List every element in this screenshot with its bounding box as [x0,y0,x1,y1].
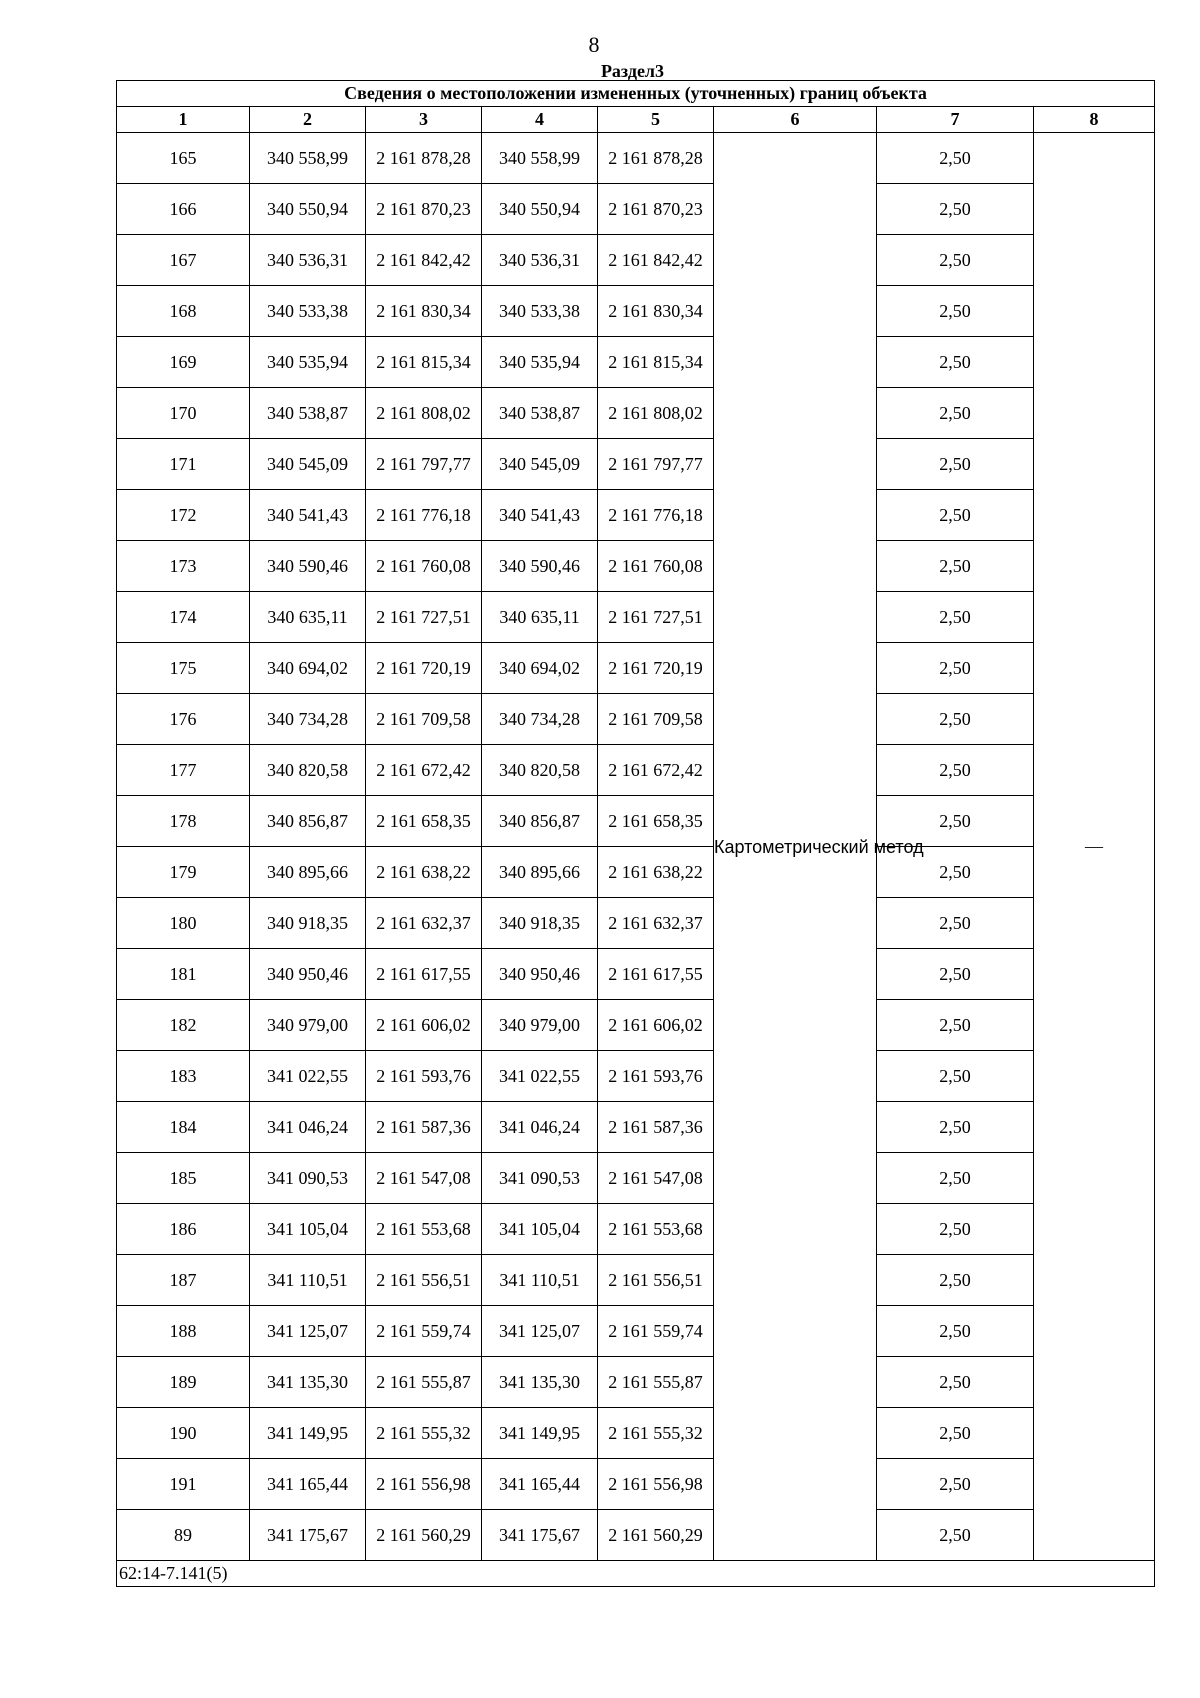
x-old-cell: 341 110,51 [250,1255,366,1306]
y-new-cell: 2 161 658,35 [598,796,714,847]
y-new-cell: 2 161 553,68 [598,1204,714,1255]
y-old-cell: 2 161 797,77 [366,439,482,490]
table-row [117,1357,1155,1408]
x-new-cell: 340 541,43 [482,490,598,541]
x-old-cell: 340 856,87 [250,796,366,847]
y-new-cell: 2 161 556,98 [598,1459,714,1510]
y-old-cell: 2 161 555,87 [366,1357,482,1408]
x-new-cell: 340 918,35 [482,898,598,949]
x-new-cell: 340 545,09 [482,439,598,490]
x-new-cell: 340 535,94 [482,337,598,388]
x-new-cell: 340 550,94 [482,184,598,235]
point-number-cell: 187 [117,1255,250,1306]
x-old-cell: 340 533,38 [250,286,366,337]
x-old-cell: 341 149,95 [250,1408,366,1459]
point-number-cell: 185 [117,1153,250,1204]
x-new-cell: 340 538,87 [482,388,598,439]
table-footer: 62:14-7.141(5) [117,1561,1155,1587]
page-number: 8 [588,32,600,57]
table-row [117,745,1155,796]
table-row [117,1102,1155,1153]
table-row [117,1306,1155,1357]
point-number-cell: 186 [117,1204,250,1255]
column-header: 4 [482,107,598,133]
x-new-cell: 340 979,00 [482,1000,598,1051]
y-old-cell: 2 161 547,08 [366,1153,482,1204]
x-old-cell: 341 135,30 [250,1357,366,1408]
y-new-cell: 2 161 830,34 [598,286,714,337]
x-old-cell: 340 734,28 [250,694,366,745]
point-number-cell: 172 [117,490,250,541]
table-row [117,184,1155,235]
table-row [117,388,1155,439]
precision-cell: 2,50 [877,643,1034,694]
point-number-cell: 177 [117,745,250,796]
x-new-cell: 341 046,24 [482,1102,598,1153]
point-number-cell: 181 [117,949,250,1000]
y-new-cell: 2 161 672,42 [598,745,714,796]
x-new-cell: 341 149,95 [482,1408,598,1459]
x-old-cell: 340 545,09 [250,439,366,490]
table-caption: Сведения о местоположении измененных (уточненных) границ объекта [117,81,1155,107]
point-number-cell: 173 [117,541,250,592]
table-row [117,1204,1155,1255]
x-old-cell: 341 175,67 [250,1510,366,1561]
x-new-cell: 340 635,11 [482,592,598,643]
table-row [117,337,1155,388]
y-old-cell: 2 161 556,98 [366,1459,482,1510]
y-old-cell: 2 161 587,36 [366,1102,482,1153]
x-new-cell: 340 590,46 [482,541,598,592]
point-number-cell: 182 [117,1000,250,1051]
precision-cell: 2,50 [877,694,1034,745]
y-old-cell: 2 161 632,37 [366,898,482,949]
y-old-cell: 2 161 830,34 [366,286,482,337]
table-row [117,796,1155,847]
x-old-cell: 341 046,24 [250,1102,366,1153]
table-row [117,1510,1155,1561]
x-new-cell: 340 950,46 [482,949,598,1000]
y-old-cell: 2 161 760,08 [366,541,482,592]
y-old-cell: 2 161 815,34 [366,337,482,388]
table-body [117,81,1155,1587]
point-number-cell: 165 [117,133,250,184]
point-number-cell: 189 [117,1357,250,1408]
precision-cell: 2,50 [877,1357,1034,1408]
precision-cell: 2,50 [877,541,1034,592]
precision-cell: 2,50 [877,796,1034,847]
y-old-cell: 2 161 870,23 [366,184,482,235]
y-old-cell: 2 161 672,42 [366,745,482,796]
x-old-cell: 340 536,31 [250,235,366,286]
table-row [117,490,1155,541]
x-new-cell: 340 734,28 [482,694,598,745]
table-row [117,592,1155,643]
x-new-cell: 340 856,87 [482,796,598,847]
y-old-cell: 2 161 638,22 [366,847,482,898]
y-new-cell: 2 161 720,19 [598,643,714,694]
table-row [117,949,1155,1000]
precision-cell: 2,50 [877,337,1034,388]
point-number-cell: 179 [117,847,250,898]
y-new-cell: 2 161 587,36 [598,1102,714,1153]
y-new-cell: 2 161 606,02 [598,1000,714,1051]
x-old-cell: 340 535,94 [250,337,366,388]
y-old-cell: 2 161 560,29 [366,1510,482,1561]
table-row [117,1408,1155,1459]
precision-cell: 2,50 [877,1204,1034,1255]
precision-cell: 2,50 [877,1255,1034,1306]
y-new-cell: 2 161 560,29 [598,1510,714,1561]
point-number-cell: 190 [117,1408,250,1459]
column-header: 6 [714,107,877,133]
table-row [117,286,1155,337]
x-old-cell: 340 558,99 [250,133,366,184]
column-header: 3 [366,107,482,133]
y-old-cell: 2 161 808,02 [366,388,482,439]
point-number-cell: 180 [117,898,250,949]
point-number-cell: 171 [117,439,250,490]
y-new-cell: 2 161 593,76 [598,1051,714,1102]
x-new-cell: 340 895,66 [482,847,598,898]
column-header: 8 [1034,107,1155,133]
y-new-cell: 2 161 555,32 [598,1408,714,1459]
precision-cell: 2,50 [877,1510,1034,1561]
precision-cell: 2,50 [877,745,1034,796]
point-number-cell: 169 [117,337,250,388]
y-old-cell: 2 161 555,32 [366,1408,482,1459]
x-new-cell: 340 820,58 [482,745,598,796]
table-header-row [117,107,1155,133]
point-number-cell: 170 [117,388,250,439]
point-number-cell: 191 [117,1459,250,1510]
method-cell: Картометрический метод [714,133,877,1561]
x-old-cell: 340 635,11 [250,592,366,643]
x-old-cell: 341 022,55 [250,1051,366,1102]
x-old-cell: 340 541,43 [250,490,366,541]
column-header: 2 [250,107,366,133]
y-new-cell: 2 161 617,55 [598,949,714,1000]
column-8-cell: — [1034,133,1155,1561]
point-number-cell: 89 [117,1510,250,1561]
table-row [117,235,1155,286]
y-new-cell: 2 161 808,02 [598,388,714,439]
y-new-cell: 2 161 709,58 [598,694,714,745]
x-old-cell: 341 090,53 [250,1153,366,1204]
table-row [117,694,1155,745]
y-new-cell: 2 161 815,34 [598,337,714,388]
y-old-cell: 2 161 606,02 [366,1000,482,1051]
table-row [117,898,1155,949]
table-row [117,439,1155,490]
y-old-cell: 2 161 617,55 [366,949,482,1000]
x-old-cell: 340 590,46 [250,541,366,592]
precision-cell: 2,50 [877,439,1034,490]
y-new-cell: 2 161 878,28 [598,133,714,184]
x-new-cell: 341 022,55 [482,1051,598,1102]
x-new-cell: 341 125,07 [482,1306,598,1357]
y-new-cell: 2 161 760,08 [598,541,714,592]
x-new-cell: 341 090,53 [482,1153,598,1204]
table-row [117,1255,1155,1306]
x-old-cell: 341 165,44 [250,1459,366,1510]
y-new-cell: 2 161 870,23 [598,184,714,235]
x-old-cell: 340 979,00 [250,1000,366,1051]
precision-cell: 2,50 [877,1000,1034,1051]
x-new-cell: 341 165,44 [482,1459,598,1510]
coordinates-table [116,80,1155,1587]
precision-cell: 2,50 [877,286,1034,337]
x-old-cell: 340 895,66 [250,847,366,898]
table-footer-row [117,1561,1155,1587]
precision-cell: 2,50 [877,490,1034,541]
x-new-cell: 341 175,67 [482,1510,598,1561]
table-caption-row [117,81,1155,107]
x-new-cell: 340 533,38 [482,286,598,337]
y-old-cell: 2 161 559,74 [366,1306,482,1357]
point-number-cell: 166 [117,184,250,235]
precision-cell: 2,50 [877,898,1034,949]
y-new-cell: 2 161 556,51 [598,1255,714,1306]
x-new-cell: 340 694,02 [482,643,598,694]
point-number-cell: 175 [117,643,250,694]
precision-cell: 2,50 [877,1102,1034,1153]
y-new-cell: 2 161 632,37 [598,898,714,949]
x-new-cell: 341 135,30 [482,1357,598,1408]
precision-cell: 2,50 [877,1051,1034,1102]
y-new-cell: 2 161 776,18 [598,490,714,541]
y-old-cell: 2 161 556,51 [366,1255,482,1306]
x-old-cell: 341 125,07 [250,1306,366,1357]
table-row [117,1000,1155,1051]
y-old-cell: 2 161 776,18 [366,490,482,541]
y-new-cell: 2 161 547,08 [598,1153,714,1204]
precision-cell: 2,50 [877,1306,1034,1357]
x-old-cell: 340 538,87 [250,388,366,439]
y-old-cell: 2 161 593,76 [366,1051,482,1102]
precision-cell: 2,50 [877,847,1034,898]
y-old-cell: 2 161 709,58 [366,694,482,745]
y-old-cell: 2 161 842,42 [366,235,482,286]
precision-cell: 2,50 [877,592,1034,643]
y-old-cell: 2 161 727,51 [366,592,482,643]
table-row [117,643,1155,694]
x-old-cell: 341 105,04 [250,1204,366,1255]
table-row [117,1459,1155,1510]
precision-cell: 2,50 [877,1459,1034,1510]
point-number-cell: 168 [117,286,250,337]
x-old-cell: 340 918,35 [250,898,366,949]
precision-cell: 2,50 [877,133,1034,184]
y-new-cell: 2 161 797,77 [598,439,714,490]
precision-cell: 2,50 [877,949,1034,1000]
y-old-cell: 2 161 720,19 [366,643,482,694]
x-new-cell: 340 558,99 [482,133,598,184]
x-new-cell: 341 110,51 [482,1255,598,1306]
x-old-cell: 340 550,94 [250,184,366,235]
precision-cell: 2,50 [877,1408,1034,1459]
y-new-cell: 2 161 559,74 [598,1306,714,1357]
y-old-cell: 2 161 553,68 [366,1204,482,1255]
point-number-cell: 167 [117,235,250,286]
point-number-cell: 184 [117,1102,250,1153]
y-new-cell: 2 161 638,22 [598,847,714,898]
column-header: 1 [117,107,250,133]
precision-cell: 2,50 [877,235,1034,286]
point-number-cell: 176 [117,694,250,745]
point-number-cell: 188 [117,1306,250,1357]
x-new-cell: 340 536,31 [482,235,598,286]
y-new-cell: 2 161 555,87 [598,1357,714,1408]
column-header: 5 [598,107,714,133]
y-old-cell: 2 161 658,35 [366,796,482,847]
x-old-cell: 340 820,58 [250,745,366,796]
precision-cell: 2,50 [877,388,1034,439]
table-row [117,133,1155,184]
point-number-cell: 178 [117,796,250,847]
point-number-cell: 183 [117,1051,250,1102]
x-old-cell: 340 694,02 [250,643,366,694]
x-new-cell: 341 105,04 [482,1204,598,1255]
column-header: 7 [877,107,1034,133]
point-number-cell: 174 [117,592,250,643]
section-title: Раздел3 [600,61,665,81]
y-new-cell: 2 161 842,42 [598,235,714,286]
table-row [117,1051,1155,1102]
table-row [117,541,1155,592]
precision-cell: 2,50 [877,184,1034,235]
table-row [117,847,1155,898]
x-old-cell: 340 950,46 [250,949,366,1000]
precision-cell: 2,50 [877,1153,1034,1204]
table-row [117,1153,1155,1204]
y-old-cell: 2 161 878,28 [366,133,482,184]
y-new-cell: 2 161 727,51 [598,592,714,643]
